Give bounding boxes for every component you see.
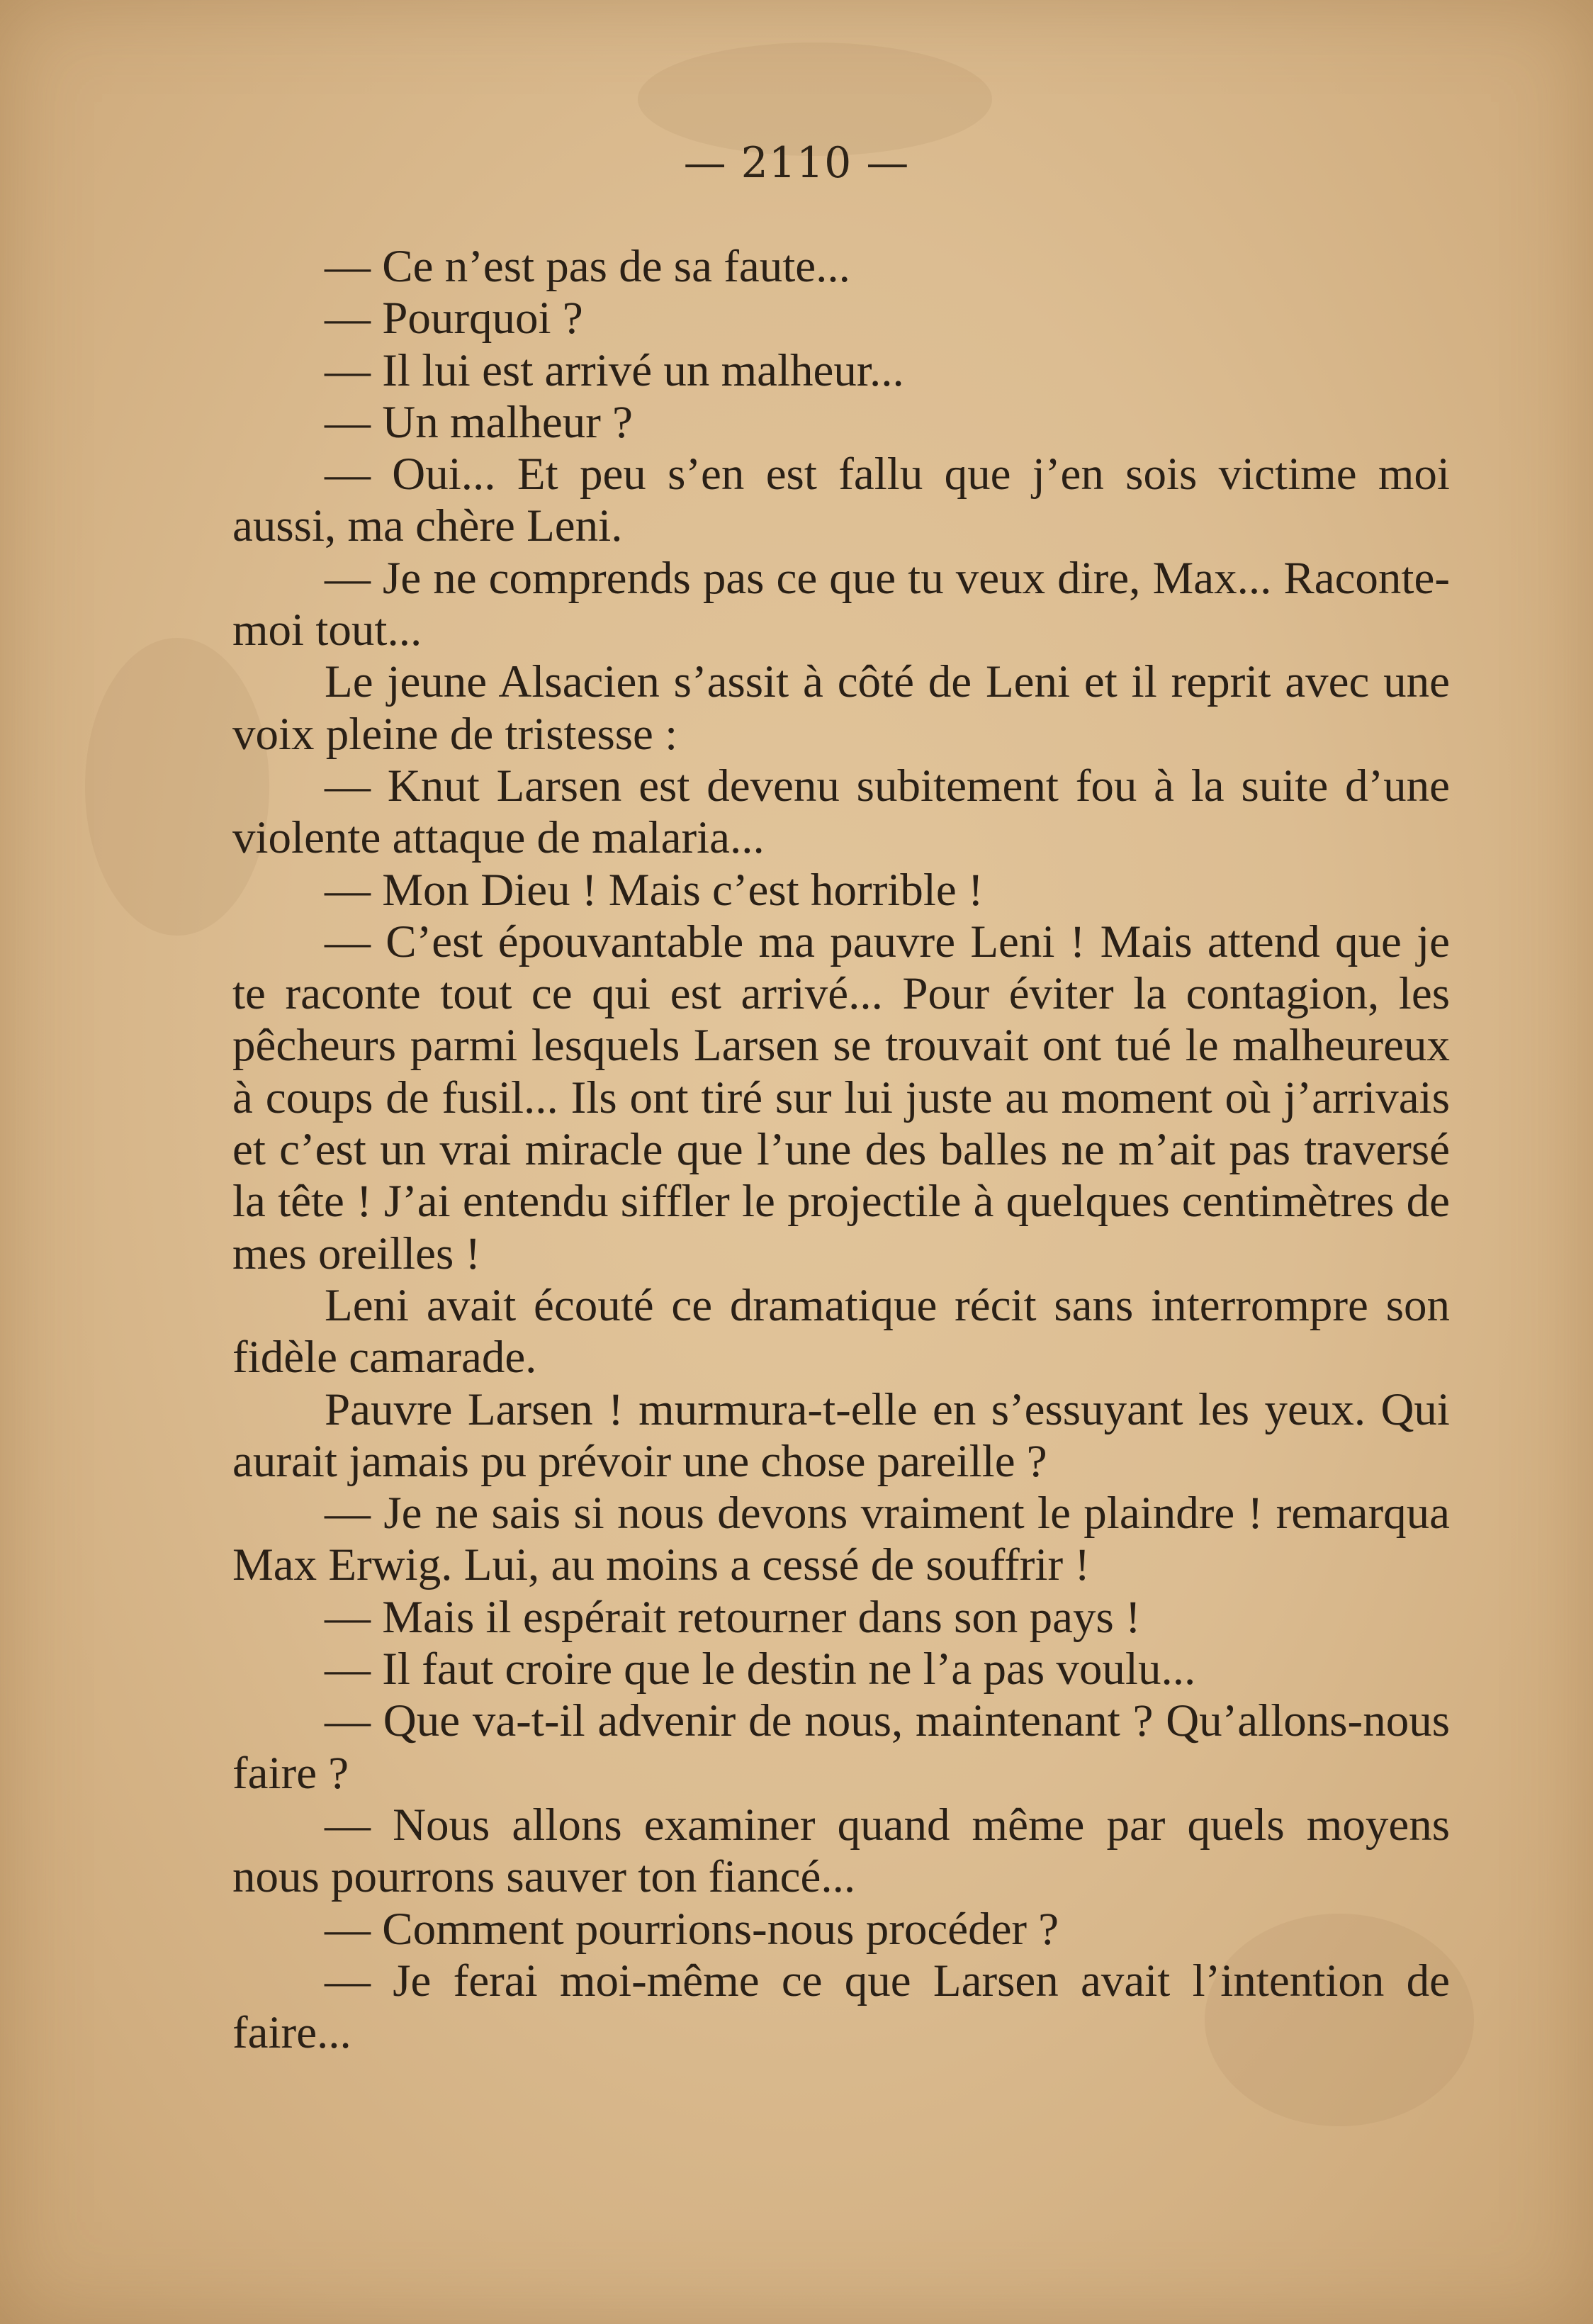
paragraph: — Knut Larsen est devenu subitement fou à la suite d’une violente attaque de malaria... [232,760,1450,864]
body-text [232,241,1450,2059]
paragraph: — Je ne comprends pas ce que tu veux dire, Max... Raconte-moi tout... [232,552,1450,656]
paragraph: Pauvre Larsen ! murmura-t-elle en s’essuyant les yeux. Qui aurait jamais pu prévoir une chose pareille ? [232,1383,1450,1487]
paragraph: — Nous allons examiner quand même par quels moyens nous pourrons sauver ton fiancé... [232,1799,1450,1903]
paragraph: — Je ferai moi-même ce que Larsen avait l’intention de faire... [232,1955,1450,2059]
paragraph: — Oui... Et peu s’en est fallu que j’en sois victime moi aussi, ma chère Leni. [232,449,1450,552]
paragraph: — Ce n’est pas de sa faute... [325,241,850,292]
paragraph: — Mon Dieu ! Mais c’est horrible ! [325,864,984,916]
paragraph: — Comment pourrions-nous procéder ? [325,1903,1059,1955]
paragraph: — Pourquoi ? [325,293,583,344]
paragraph: — Mais il espérait retourner dans son pays ! [325,1591,1141,1643]
paragraph: — C’est épouvantable ma pauvre Leni ! Mais attend que je te raconte tout ce qui est arrivé... Pour éviter la contagion, les pêcheurs parmi lesquels Larsen se trouvait ont tué le malheureux à coups de fusil... Ils ont tiré sur lui juste au moment où j’arrivais et c’est un vrai miracle que l’une des balles ne m’ait pas traversé la tête ! J’ai entendu siffler le projectile à quelques centimètres de mes oreilles ! [232,916,1450,1279]
page-number: — 2110 — [683,138,910,188]
paragraph: — Il faut croire que le destin ne l’a pas voulu... [325,1644,1196,1695]
paragraph: — Je ne sais si nous devons vraiment le plaindre ! remarqua Max Erwig. Lui, au moins a cessé de souffrir ! [232,1488,1450,1591]
paragraph: — Que va-t-il advenir de nous, maintenant ? Qu’allons-nous faire ? [232,1695,1450,1799]
paragraph: — Il lui est arrivé un malheur... [325,344,904,396]
paragraph: Le jeune Alsacien s’assit à côté de Leni et il reprit avec une voix pleine de tristesse : [232,656,1450,760]
paragraph: Leni avait écouté ce dramatique récit sans interrompre son fidèle camarade. [232,1279,1450,1383]
paragraph: — Un malheur ? [325,396,634,448]
